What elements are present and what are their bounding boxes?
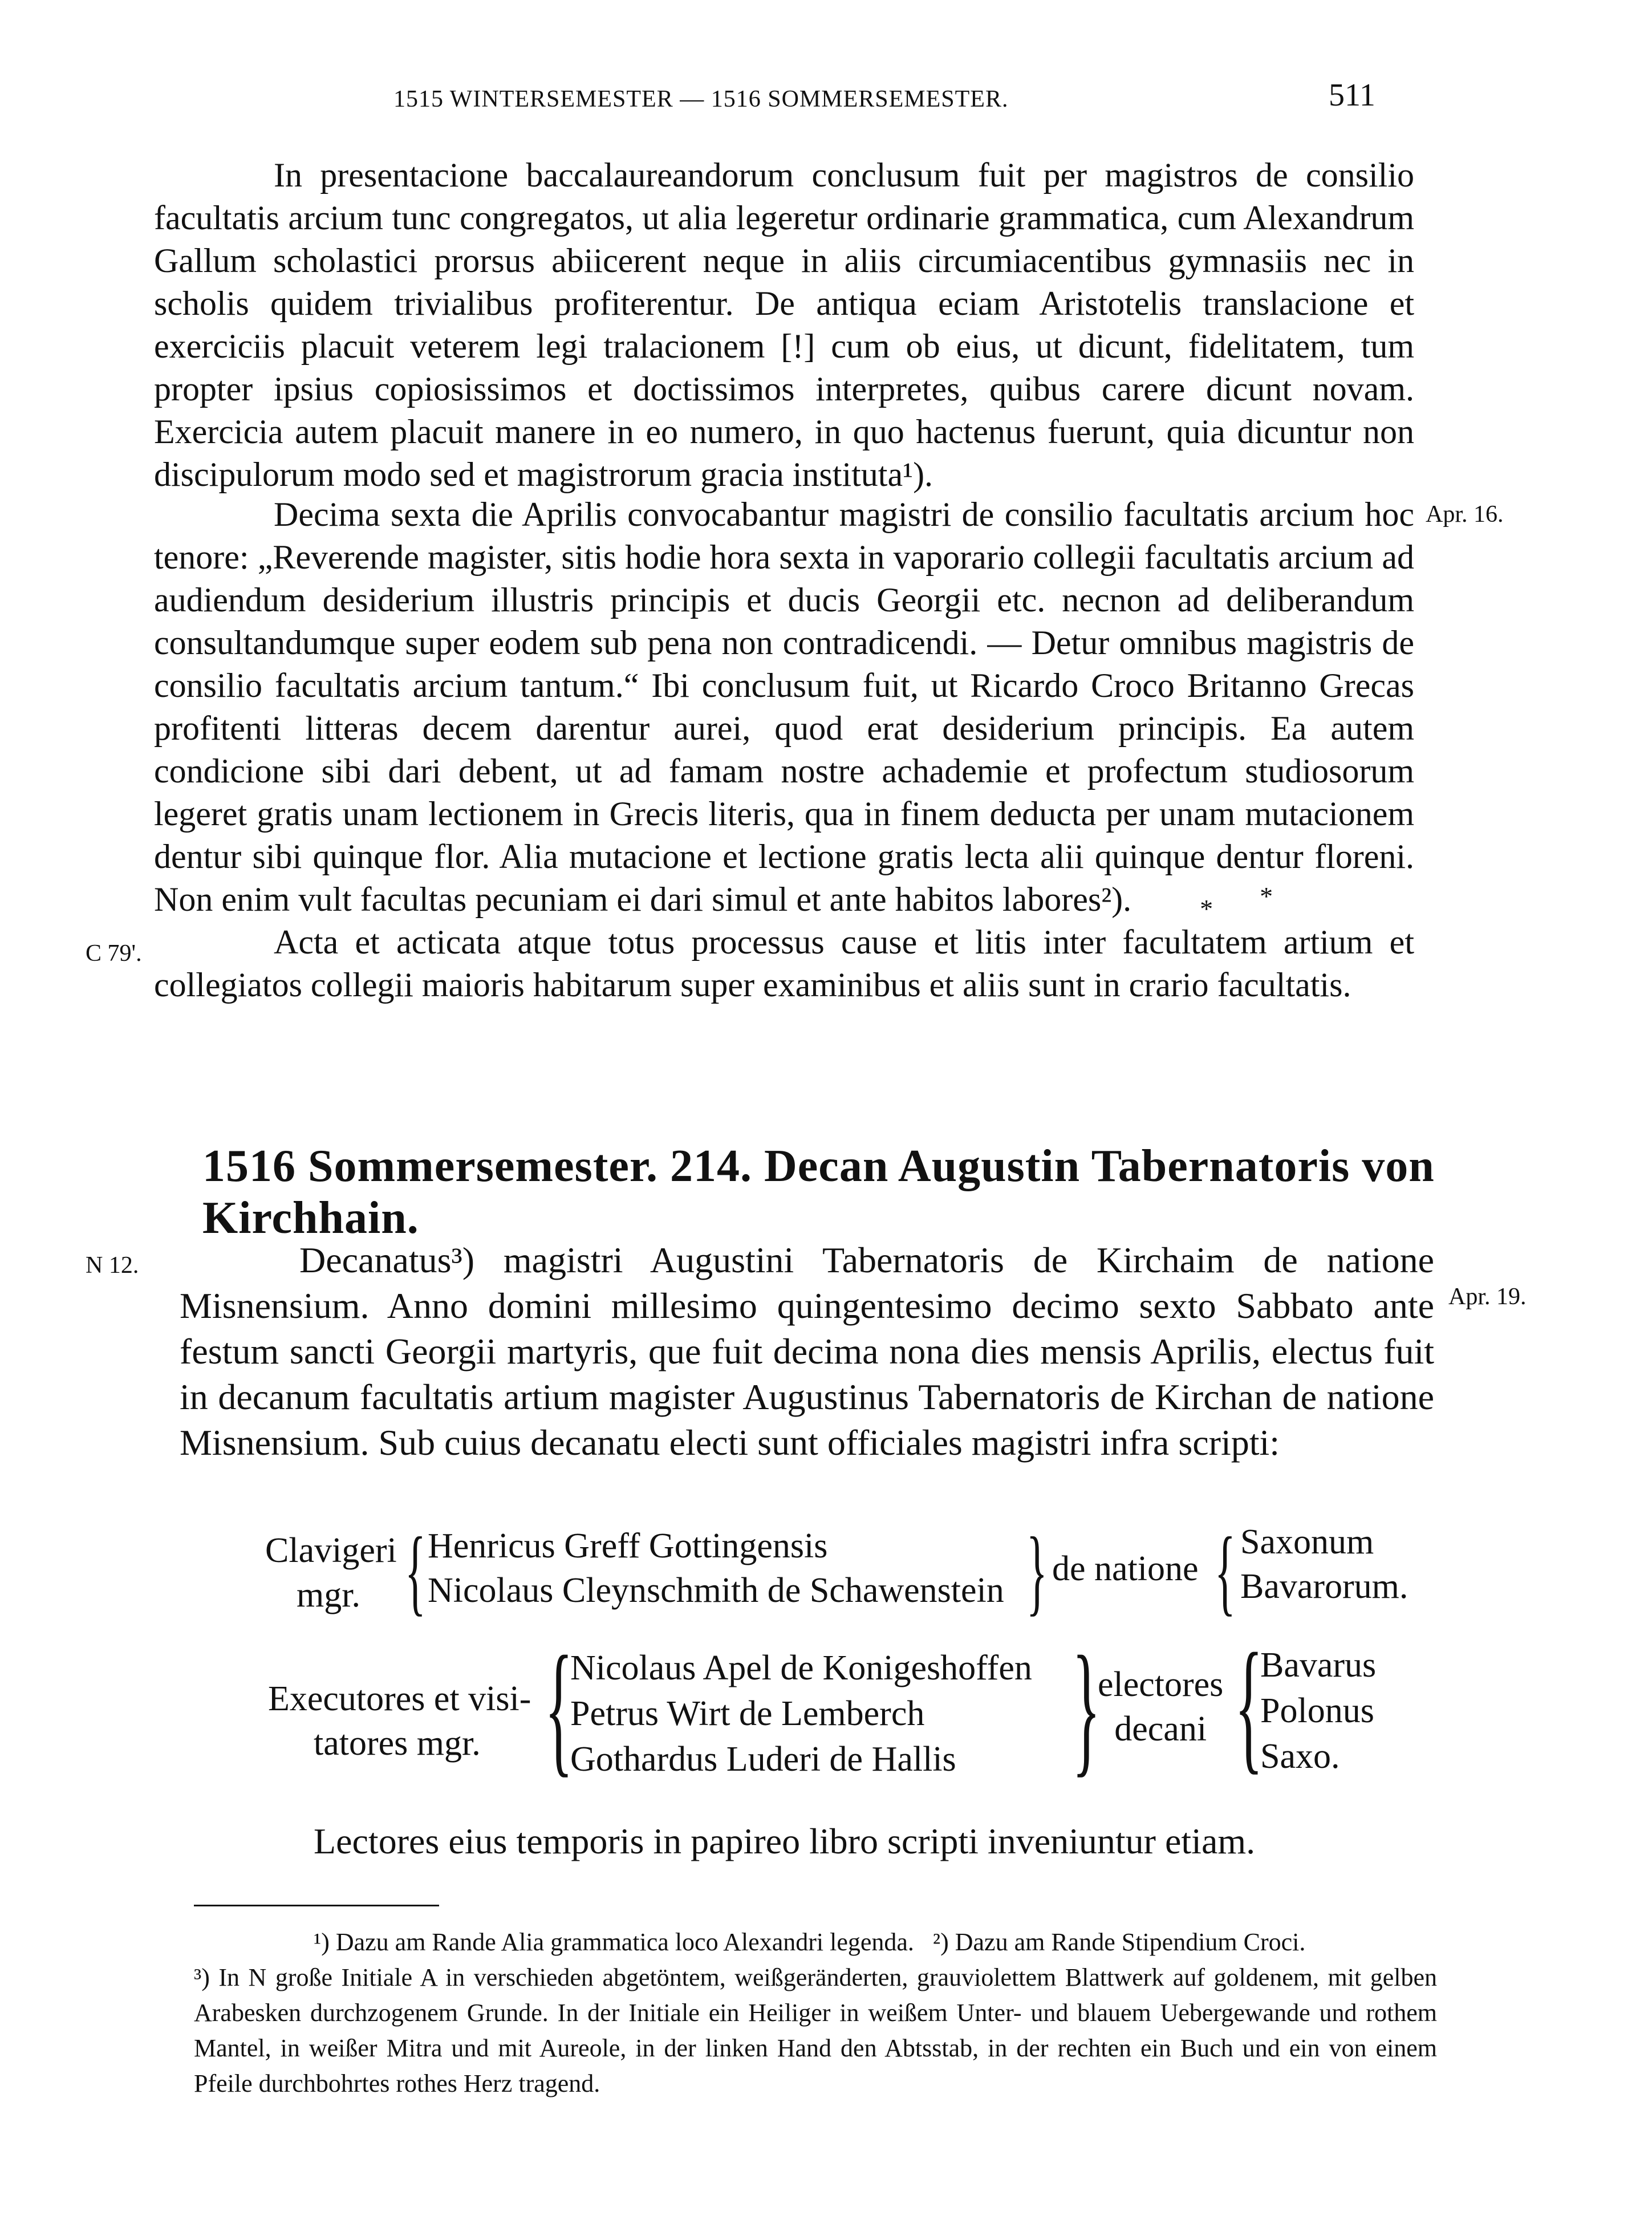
asterism-icon: * * xyxy=(1200,882,1273,924)
clavigeri-names xyxy=(428,1524,1004,1613)
executores-label xyxy=(268,1677,531,1766)
electores-label-line: electores xyxy=(1098,1665,1224,1704)
paragraph-text: Decanatus³) magistri Augustini Tabernatoris de Kirchaim de natione Misnensium. Anno domini millesimo quingentesimo decimo sexto Sabbato ante festum sancti Georgii martyris, que fuit decima nona dies mensis Aprilis, electus fuit in decanum facultatis artium magister Augustinus Tabernatoris de Kirchan de natione Misnensium. Sub cuius decanatu electi sunt officiales magistri infra scripti: xyxy=(180,1240,1434,1463)
natio-name: Bavarus xyxy=(1260,1646,1377,1685)
right-brace-icon: } xyxy=(1072,1626,1101,1790)
natio-name: Saxonum xyxy=(1240,1523,1374,1561)
closing-line: Lectores eius temporis in papireo libro scripti inveniuntur etiam. xyxy=(314,1821,1256,1861)
clavigeri-label-line: mgr. xyxy=(297,1576,360,1614)
left-brace-icon: { xyxy=(1235,1623,1263,1787)
left-brace-icon: { xyxy=(1215,1517,1236,1625)
left-brace-icon: { xyxy=(405,1517,426,1625)
page-number: 511 xyxy=(1329,78,1375,113)
natio-name: Polonus xyxy=(1260,1691,1374,1730)
footnote-rule xyxy=(194,1905,439,1906)
footnote-2: ²) Dazu am Rande Stipendium Croci. xyxy=(932,1928,1306,1956)
executores-names xyxy=(570,1645,1032,1782)
section-heading: 1516 Sommersemester. 214. Decan Augustin Tabernatoris von Kirchhain. xyxy=(202,1141,1435,1243)
executores-name: Nicolaus Apel de Konigeshoffen xyxy=(570,1649,1032,1687)
paragraph-acta xyxy=(154,921,1414,1007)
paragraph-text: Acta et acticata atque totus processus cause et litis inter facultatem artium et collegiatos collegii maioris habitarum super examinibus et aliis sunt in crario facultatis. xyxy=(154,923,1414,1004)
natio-name: Saxo. xyxy=(1260,1737,1340,1776)
margin-note-apr16: Apr. 16. xyxy=(1426,501,1504,527)
clavigeri-label xyxy=(265,1528,397,1617)
nationes-list xyxy=(1240,1520,1408,1609)
paragraph-text: Decima sexta die Aprilis convocabantur magistri de consilio facultatis arcium hoc tenore: „Reverende magister, sitis hodie hora sexta in vaporario collegii facultatis arcium ad audiendum desiderium illustris principis et ducis Georgii etc. necnon ad deliberandum consultandumque super eodem sub pena non contradicendi. — Detur omnibus magistris de consilio facultatis arcium tantum.“ Ibi conclusum fuit, ut Ricardo Croco Britanno Grecas profitenti litteras decem darentur aurei, quod erat desiderium principis. Ea autem condicione sibi dari debent, ut ad famam nostre achademie et profectum studiosorum legeret gratis unam lectionem in Grecis literis, qua in finem deducta per unam mutacionem dentur sibi quinque flor. Alia mutacione et lectione gratis lecta alii quinque dentur floreni. Non enim vult facultas pecuniam ei dari simul et ante habitos labores²). xyxy=(154,496,1414,918)
clavigeri-label-line: Clavigeri xyxy=(265,1531,397,1570)
paragraph-text: In presentacione baccalaureandorum conclusum fuit per magistros de consilio facultatis arcium tunc congregatos, ut alia legeretur ordinarie grammatica, cum Alexandrum Gallum scholastici prorsus abiicerent neque in aliis circumiacentibus gymnasiis nec in scholis quidem trivialibus profiterentur. De antiqua eciam Aristotelis translacione et exerciciis placuit veterem legi tralacionem [!] cum ob eius, ut dicunt, fidelitatem, tum propter ipsius copiosissimos et doctissimos interpretes, quibus carere dicunt novam. Exercicia autem placuit manere in eo numero, in quo hactenus fuerunt, quia dicuntur non discipulorum modo sed et magistrorum gracia instituta¹). xyxy=(154,156,1414,493)
footnote-3: ³) In N große Initiale A in verschieden abgetöntem, weißgeränderten, grauviolettem Blattwerk auf goldenem, mit gelben Arabesken durchzogenem Grunde. In der Initiale ein Heiliger in weißem Unter- und blauem Uebergewande und rothem Mantel, in weißer Mitra und mit Aureole, in der linken Hand den Abtsstab, in der rechten ein Buch und ein von einem Pfeile durchbohrtes rothes Herz tragend. xyxy=(194,1963,1437,2097)
margin-note-n12: N 12. xyxy=(86,1252,139,1279)
electores-label-line: decani xyxy=(1114,1710,1207,1748)
paragraph-aprilis xyxy=(154,493,1414,924)
paragraph-decanatus xyxy=(180,1237,1434,1466)
electores-nationes xyxy=(1260,1642,1376,1779)
clavigeri-name: Nicolaus Cleynschmith de Schawenstein xyxy=(428,1571,1004,1610)
running-title: 1515 WINTERSEMESTER — 1516 SOMMERSEMESTER. xyxy=(393,86,1009,112)
right-brace-icon: } xyxy=(1026,1517,1048,1625)
executores-name: Petrus Wirt de Lemberch xyxy=(570,1694,925,1733)
executores-label-line: tatores mgr. xyxy=(314,1724,481,1763)
executores-label-line: Executores et visi- xyxy=(268,1679,531,1718)
footnote-1: ¹) Dazu am Rande Alia grammatica loco Alexandri legenda. xyxy=(314,1928,914,1956)
electores-label xyxy=(1098,1662,1223,1751)
margin-note-apr19: Apr. 19. xyxy=(1448,1284,1527,1310)
left-brace-icon: { xyxy=(545,1626,573,1790)
executores-name: Gothardus Luderi de Hallis xyxy=(570,1740,956,1779)
footnotes xyxy=(194,1925,1437,2101)
paragraph-baccalaureandorum xyxy=(154,154,1414,496)
margin-note-c79: C 79'. xyxy=(86,940,142,967)
clavigeri-name: Henricus Greff Gottingensis xyxy=(428,1527,828,1565)
natio-name: Bavarorum. xyxy=(1240,1567,1409,1606)
de-natione-label: de natione xyxy=(1052,1549,1199,1588)
